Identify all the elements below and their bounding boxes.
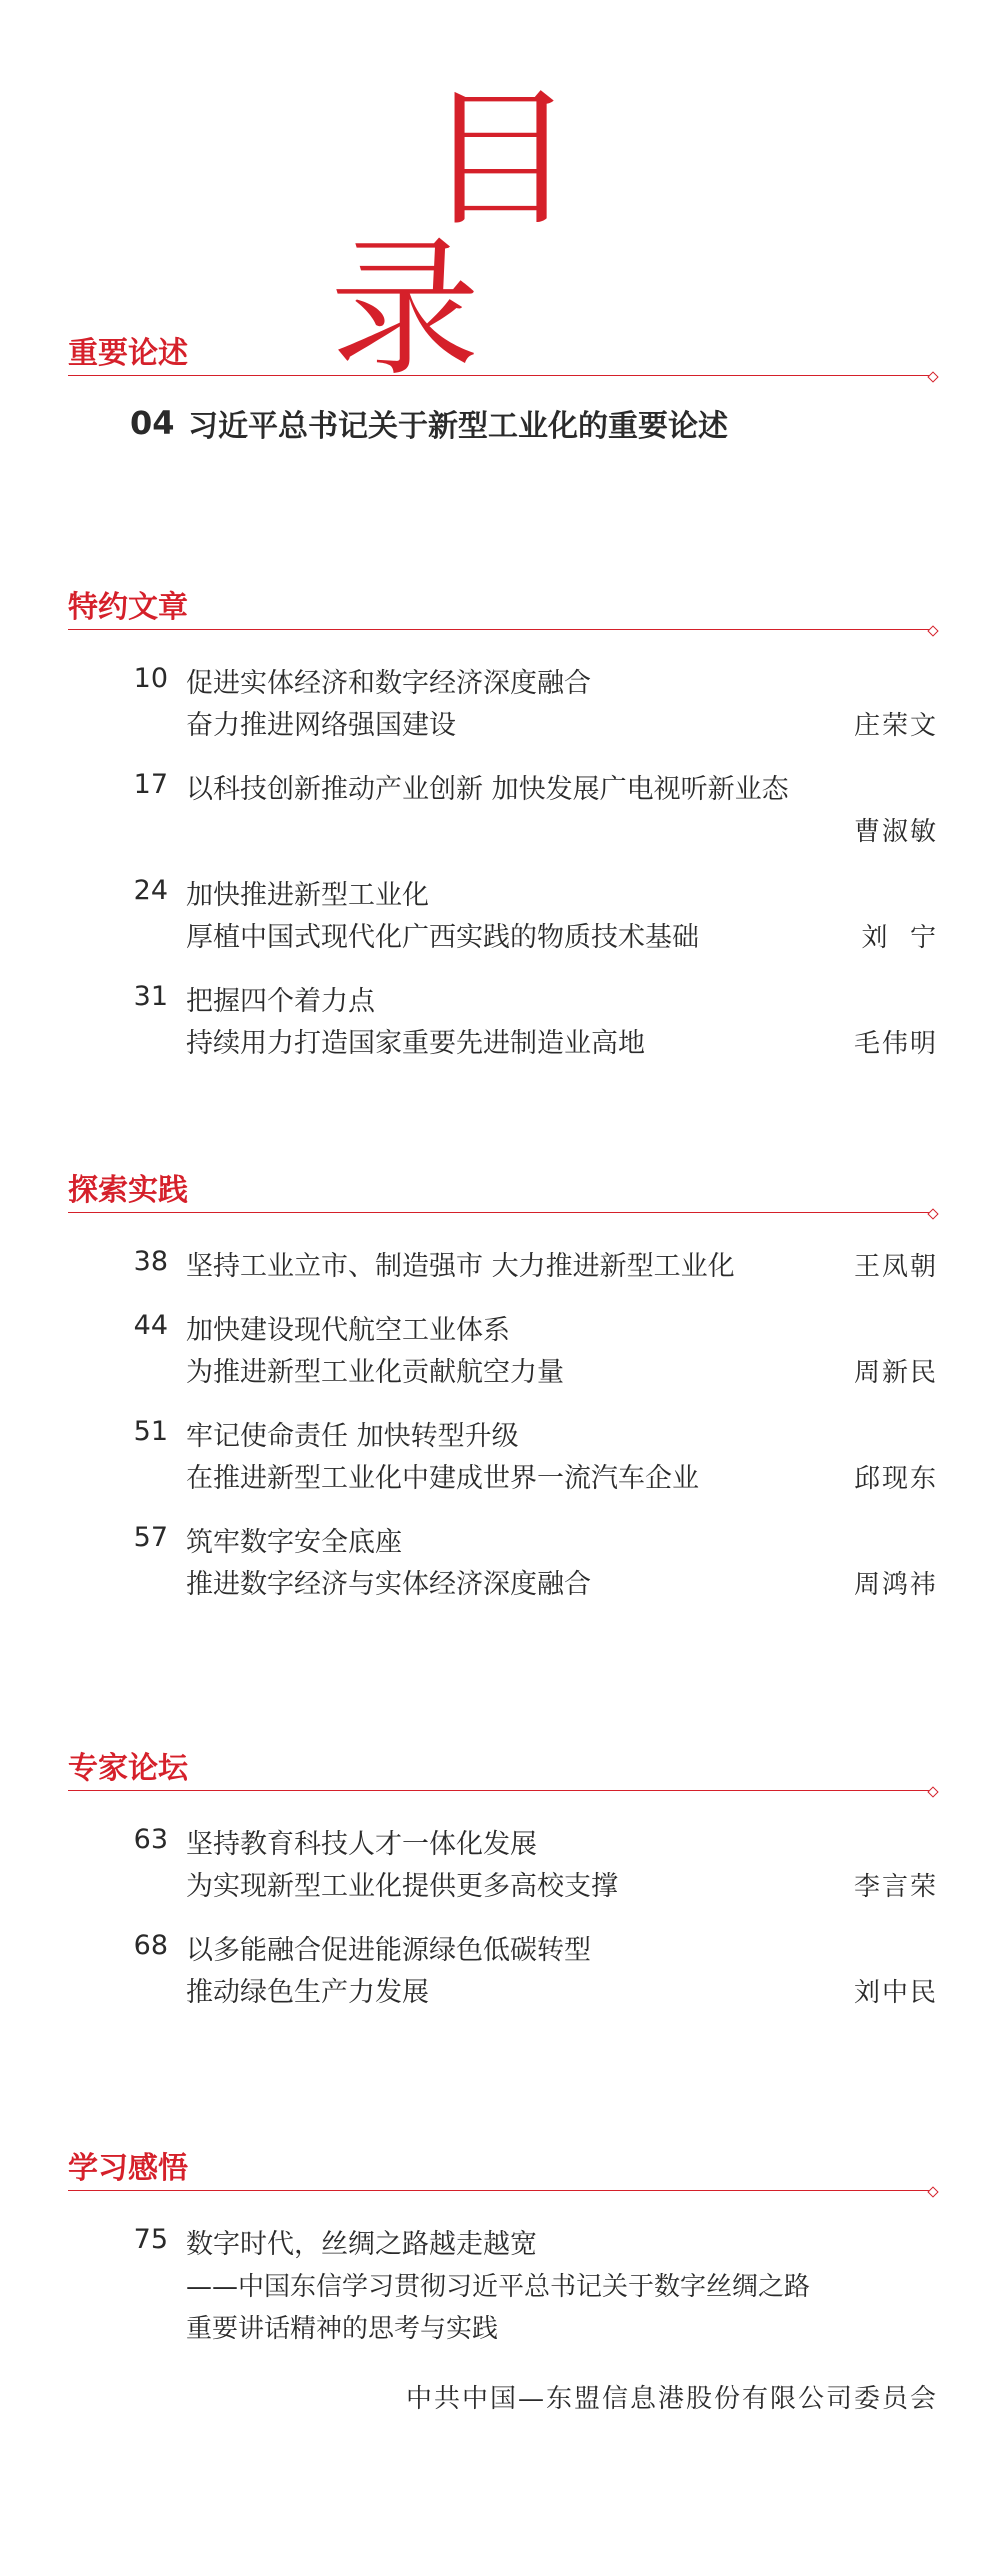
diamond-icon	[927, 625, 938, 636]
entry-title-line: 坚持工业立市、制造强市 大力推进新型工业化	[186, 1251, 735, 1282]
section-title: 学习感悟	[68, 2151, 188, 2186]
page-number: 17	[133, 769, 168, 800]
toc-entry[interactable]	[130, 875, 938, 959]
diamond-icon	[927, 1786, 938, 1797]
author-name: 庄荣文	[853, 711, 938, 741]
section-title: 特约文章	[68, 590, 188, 625]
entry-subtitle-line: ——中国东信学习贯彻习近平总书记关于数字丝绸之路	[186, 2272, 811, 2302]
section-rule	[68, 629, 930, 630]
page-number: 10	[133, 663, 168, 694]
entry-title-line: 推动绿色生产力发展	[186, 1977, 429, 2008]
toc-entry[interactable]	[130, 1930, 938, 2014]
page-number: 75	[133, 2224, 168, 2255]
entry-title-line: 持续用力打造国家重要先进制造业高地	[186, 1028, 645, 1059]
toc-entry[interactable]	[130, 981, 938, 1065]
section-title: 探索实践	[68, 1173, 188, 1208]
toc-entry[interactable]	[130, 663, 938, 747]
entry-title-line: 在推进新型工业化中建成世界一流汽车企业	[186, 1463, 699, 1494]
section-expert-forum	[68, 1745, 938, 2014]
entry-title-line: 促进实体经济和数字经济深度融合	[186, 668, 591, 699]
entry-title-line: 以科技创新推动产业创新 加快发展广电视听新业态	[186, 774, 789, 805]
entry-title-line: 奋力推进网络强国建设	[186, 710, 456, 741]
section-exploration-practice	[68, 1167, 938, 1606]
section-header	[68, 330, 938, 382]
entry-title-line: 筑牢数字安全底座	[186, 1527, 402, 1558]
author-name: 刘 宁	[861, 923, 938, 953]
author-name: 毛伟明	[853, 1029, 938, 1059]
section-title: 专家论坛	[68, 1751, 188, 1786]
section-special-articles	[68, 584, 938, 1065]
author-name: 周新民	[853, 1358, 938, 1388]
page-number: 63	[133, 1824, 168, 1855]
section-study-insights	[68, 2145, 938, 2350]
section-header	[68, 1745, 938, 1797]
section-rule	[68, 375, 930, 376]
entry-title-line: 牢记使命责任 加快转型升级	[186, 1421, 519, 1452]
author-name: 刘中民	[853, 1978, 938, 2008]
entry-title-line: 以多能融合促进能源绿色低碳转型	[186, 1935, 591, 1966]
diamond-icon	[927, 2186, 938, 2197]
entry-title-line: 推进数字经济与实体经济深度融合	[186, 1569, 591, 1600]
page-number: 24	[133, 875, 168, 906]
entry-title-line: 数字时代，丝绸之路越走越宽	[186, 2229, 537, 2260]
section-header	[68, 2145, 938, 2197]
author-name: 王凤朝	[853, 1252, 938, 1282]
author-name: 曹淑敏	[853, 817, 938, 847]
page-number: 31	[133, 981, 168, 1012]
section-title: 重要论述	[68, 336, 188, 371]
section-header	[68, 1167, 938, 1219]
page-number: 38	[133, 1246, 168, 1277]
entry-title-line: 加快推进新型工业化	[186, 880, 429, 911]
page-title: 目 录	[329, 73, 765, 397]
entry-title-line: 坚持教育科技人才一体化发展	[186, 1829, 537, 1860]
toc-entry[interactable]	[130, 406, 938, 448]
diamond-icon	[927, 371, 938, 382]
section-rule	[68, 2190, 930, 2191]
section-important-discourse	[68, 330, 938, 448]
author-organization: 中共中国—东盟信息港股份有限公司委员会	[405, 2384, 938, 2414]
author-name: 周鸿祎	[853, 1570, 938, 1600]
diamond-icon	[927, 1208, 938, 1219]
section-rule	[68, 1212, 930, 1213]
toc-entry[interactable]	[130, 2224, 938, 2350]
toc-entry[interactable]	[130, 1310, 938, 1394]
toc-entry[interactable]	[130, 769, 938, 853]
entry-title-line: 为推进新型工业化贡献航空力量	[186, 1357, 564, 1388]
entry-title-line: 为实现新型工业化提供更多高校支撑	[186, 1871, 618, 1902]
page-number: 44	[133, 1310, 168, 1341]
toc-entry[interactable]	[130, 1246, 938, 1288]
entry-title-line: 厚植中国式现代化广西实践的物质技术基础	[186, 922, 699, 953]
toc-entry[interactable]	[130, 1416, 938, 1500]
page-number: 51	[133, 1416, 168, 1447]
page-number: 57	[133, 1522, 168, 1553]
page-number: 04	[130, 404, 175, 442]
entry-title-line: 把握四个着力点	[186, 986, 375, 1017]
section-rule	[68, 1790, 930, 1791]
page-number: 68	[133, 1930, 168, 1961]
entry-subtitle-line: 重要讲话精神的思考与实践	[186, 2314, 499, 2344]
section-header	[68, 584, 938, 636]
author-name: 李言荣	[853, 1872, 938, 1902]
entry-title-line: 加快建设现代航空工业体系	[186, 1315, 510, 1346]
entry-title-line: 习近平总书记关于新型工业化的重要论述	[188, 409, 728, 444]
author-name: 邱现东	[853, 1464, 938, 1494]
toc-entry[interactable]	[130, 1824, 938, 1908]
toc-entry[interactable]	[130, 1522, 938, 1606]
